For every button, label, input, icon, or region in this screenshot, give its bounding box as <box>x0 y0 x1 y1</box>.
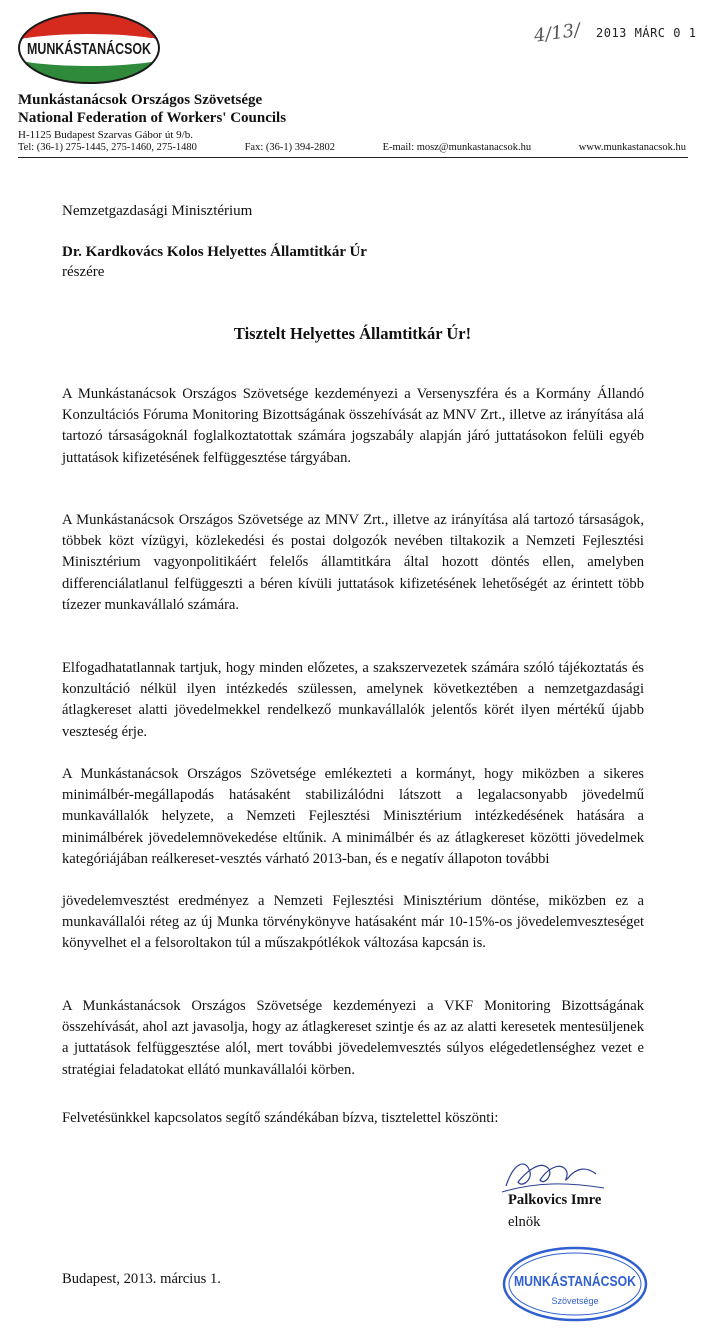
received-stamp-date: 2013 MÁRC 0 1 <box>596 26 697 40</box>
letterhead-divider <box>18 157 688 158</box>
paragraph-text: A Munkástanácsok Országos Szövetsége kezdeményezi a VKF Monitoring Bizottságának összehívását, ahol azt javasolja, hogy az átlagkereset szintje és az az alatti keresetek mentesüljenek a juttatások felfüggesztése alól, mert további jövedelemvesztés súlyos elégedetlenséghez vezet e stratégiai feladatokat ellátó munkavállalói körben. <box>62 998 644 1078</box>
recipient-suffix: részére <box>62 264 105 280</box>
paragraph-text-continued: jövedelemvesztést eredményez a Nemzeti Fejlesztési Minisztérium döntése, miközben ez a munkavállalói réteg az új Munka törvénykönyve hatásaként már 10-15%-os jövedelemveszteséget könyvelhet el a felsoroltakon túl a műszakpótlékok változása kapcsán is. <box>62 893 644 952</box>
recipient-name: Dr. Kardkovács Kolos Helyettes Államtitkár Úr <box>62 244 367 260</box>
paragraph-text: Elfogadhatatlannak tartjuk, hogy minden előzetes, a szakszervezetek számára szóló tájékoztatás és konzultáció nélkül ilyen intézkedés szülessen, amelynek következtében a nemzetgazdasági átlagkereset alatti jövedelmekkel rendelkező munkavállalók jelentős körét ilyen mértékű újabb veszteség érje. <box>62 660 644 740</box>
seal-top-text: MUNKÁSTANÁCSOK <box>514 1273 637 1290</box>
org-address: H-1125 Budapest Szarvas Gábor út 9/b. <box>18 129 193 141</box>
official-seal <box>500 1244 650 1324</box>
seal-bottom-text: Szövetsége <box>551 1296 599 1306</box>
phone-numbers: Tel: (36-1) 275-1445, 275-1460, 275-1480 <box>18 142 197 153</box>
body-paragraph-4 <box>62 764 644 955</box>
body-paragraph-5 <box>62 996 644 1081</box>
org-name-hungarian: Munkástanácsok Országos Szövetsége <box>18 92 263 108</box>
paragraph-text: A Munkástanácsok Országos Szövetsége az MNV Zrt., illetve az irányítása alá tartozó társaságok, többek közt vízügyi, közlekedési és postai dolgozók nevében tiltakozik a Nemzeti Fejlesztési Minisztérium vagyonpolitikáért felelős államtitkára által hozott döntés ellen, amelyben differenciálatlanul felfüggeszti a béren kívüli juttatások kifizetésének lehetőségét az érintett több tízezer munkavállaló számára. <box>62 512 644 613</box>
signer-name: Palkovics Imre <box>508 1192 602 1208</box>
place-and-date: Budapest, 2013. március 1. <box>62 1271 221 1287</box>
website-url: www.munkastanacsok.hu <box>578 142 686 153</box>
fax-number: Fax: (36-1) 394-2802 <box>244 142 335 153</box>
signer-title: elnök <box>508 1214 541 1230</box>
organization-logo <box>16 10 162 86</box>
paragraph-text: A Munkástanácsok Országos Szövetsége kezdeményezi a Versenyszféra és a Kormány Állandó Konzultációs Fóruma Monitoring Bizottságának összehívását az MNV Zrt., illetve az irányítása alá tartozó társaságoknál foglalkoztatottak számára jogszabály alapján járó juttatásokon felüli egyéb juttatások kifizetésének felfüggesztése tárgyában. <box>62 386 644 466</box>
recipient-organization: Nemzetgazdasági Minisztérium <box>62 203 253 219</box>
handwritten-note-text: 4/13/ <box>532 19 582 47</box>
handwritten-registration-note <box>532 14 592 54</box>
logo-text: MUNKÁSTANÁCSOK <box>27 41 152 58</box>
body-paragraph-2 <box>62 510 644 616</box>
closing-line: Felvetésünkkel kapcsolatos segítő szándékában bízva, tisztelettel köszönti: <box>62 1110 499 1126</box>
paragraph-text: A Munkástanácsok Országos Szövetsége emlékezteti a kormányt, hogy miközben a sikeres minimálbér-megállapodás hatásaként stabilizálódni látszott a legalacsonyabb jövedelmű munkavállalók helyzete, a Nemzeti Fejlesztési Minisztérium intézkedésének hatására a minimálbérek jövedelemnövekedése eltűnik. A minimálbér és az átlagkereset közötti jövedelmek kategóriájában reálkereset-vesztés várható 2013-ban, és e negatív állapoton további <box>62 766 644 867</box>
org-name-english: National Federation of Workers' Councils <box>18 110 287 126</box>
contact-line <box>18 142 686 153</box>
body-paragraph-3 <box>62 658 644 743</box>
body-paragraph-1 <box>62 384 644 469</box>
email-address: E-mail: mosz@munkastanacsok.hu <box>382 142 532 153</box>
salutation: Tisztelt Helyettes Államtitkár Úr! <box>233 324 472 343</box>
